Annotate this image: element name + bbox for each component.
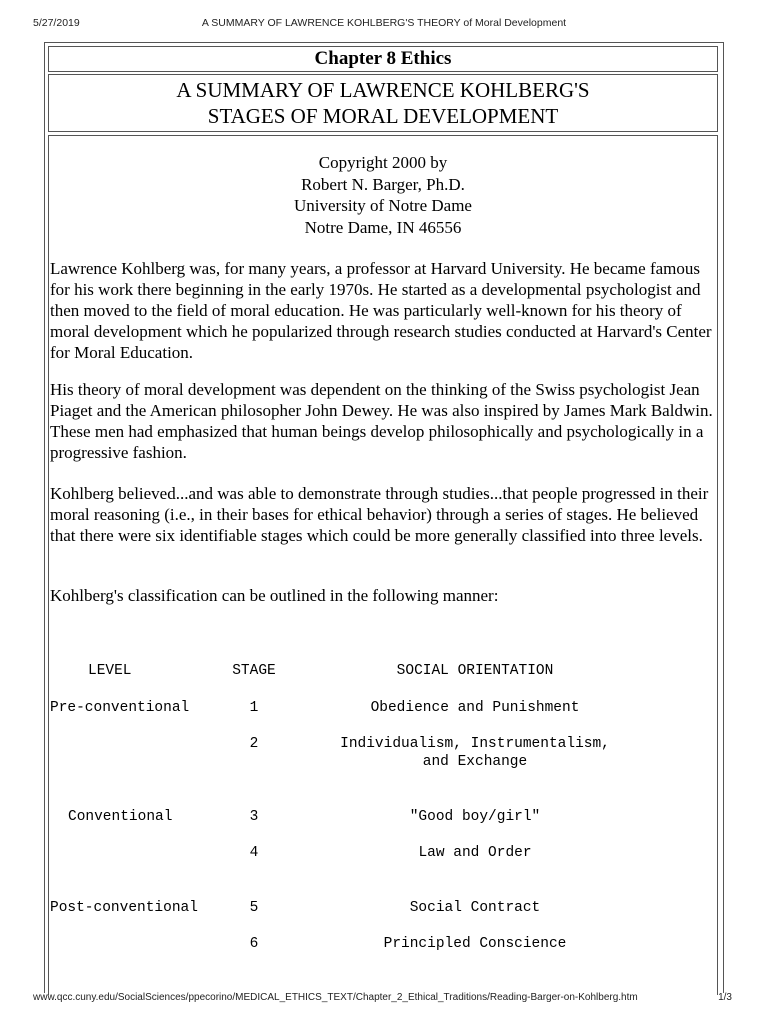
row-level: Post-conventional: [50, 900, 198, 916]
outline-row: [50, 899, 718, 939]
article-title-box: [48, 74, 718, 132]
outline-row: [50, 735, 718, 775]
print-header: [0, 17, 768, 31]
print-date: 5/27/2019: [33, 17, 80, 29]
header-orientation: SOCIAL ORIENTATION: [396, 663, 554, 679]
row-orientation-line-1: Individualism, Instrumentalism,: [340, 736, 610, 752]
row-stage: 3: [249, 809, 259, 825]
row-orientation: "Good boy/girl": [409, 809, 541, 825]
outline-row: [50, 808, 718, 848]
row-stage: 6: [249, 936, 259, 952]
author-university: University of Notre Dame: [294, 196, 472, 215]
row-stage: 2: [249, 736, 259, 752]
header-level: LEVEL: [88, 663, 132, 679]
article-title-line-2: STAGES OF MORAL DEVELOPMENT: [207, 104, 559, 128]
row-level: Pre-conventional: [50, 700, 190, 716]
outline-row: [50, 844, 718, 884]
article-title-line-1: A SUMMARY OF LAWRENCE KOHLBERG'S: [176, 78, 590, 102]
author-name: Robert N. Barger, Ph.D.: [301, 174, 465, 194]
copyright-line: Copyright 2000 by: [318, 153, 448, 172]
outline-row: [50, 935, 718, 975]
print-footer: [0, 992, 768, 1006]
outline-header-row: [50, 662, 718, 702]
print-page-title: A SUMMARY OF LAWRENCE KOHLBERG'S THEORY of Moral Development: [201, 17, 567, 29]
row-orientation: Law and Order: [418, 845, 532, 861]
copyright-block: [48, 152, 718, 238]
paragraph-stages: Kohlberg believed...and was able to demonstrate through studies...that people progressed in their moral reasoning (i.e., in their bases for ethical behavior) through a series of stages. He believed that there were six identifiable stages which could be more generally classified into three levels.: [50, 484, 709, 545]
paragraph-classification: Kohlberg's classification can be outlined in the following manner:: [50, 586, 499, 605]
source-url: www.qcc.cuny.edu/SocialSciences/ppecorino/MEDICAL_ETHICS_TEXT/Chapter_2_Ethical_Traditions/Reading-Barger-on-Kohlberg.htm: [33, 992, 638, 1003]
paragraph-influences: His theory of moral development was dependent on the thinking of the Swiss psychologist Jean Piaget and the American philosopher John Dewey. He was also inspired by James Mark Baldwin. These men had emphasized that human beings develop philosophically and psychologically in a progressive fashion.: [50, 380, 713, 462]
row-stage: 1: [249, 700, 259, 716]
outline-row: [50, 699, 718, 739]
chapter-heading: Chapter 8 Ethics: [314, 48, 452, 69]
row-orientation: [310, 735, 640, 771]
header-stage: STAGE: [232, 663, 276, 679]
paragraph-intro: Lawrence Kohlberg was, for many years, a professor at Harvard University. He became famous for his work there beginning in the early 1970s. He started as a developmental psychologist and then moved to the field of moral education. He was particularly well-known for his theory of moral development which he popularized through research studies conducted at Harvard's Center for Moral Education.: [50, 259, 712, 362]
chapter-heading-box: [48, 46, 718, 72]
row-orientation-line-2: and Exchange: [422, 754, 528, 770]
row-orientation: Obedience and Punishment: [370, 700, 580, 716]
row-level: Conventional: [68, 809, 173, 825]
row-orientation: Principled Conscience: [383, 936, 567, 952]
row-stage: 5: [249, 900, 259, 916]
author-address: Notre Dame, IN 46556: [304, 217, 462, 237]
row-orientation: Social Contract: [409, 900, 541, 916]
page-number: 1/3: [718, 992, 732, 1003]
row-stage: 4: [249, 845, 259, 861]
